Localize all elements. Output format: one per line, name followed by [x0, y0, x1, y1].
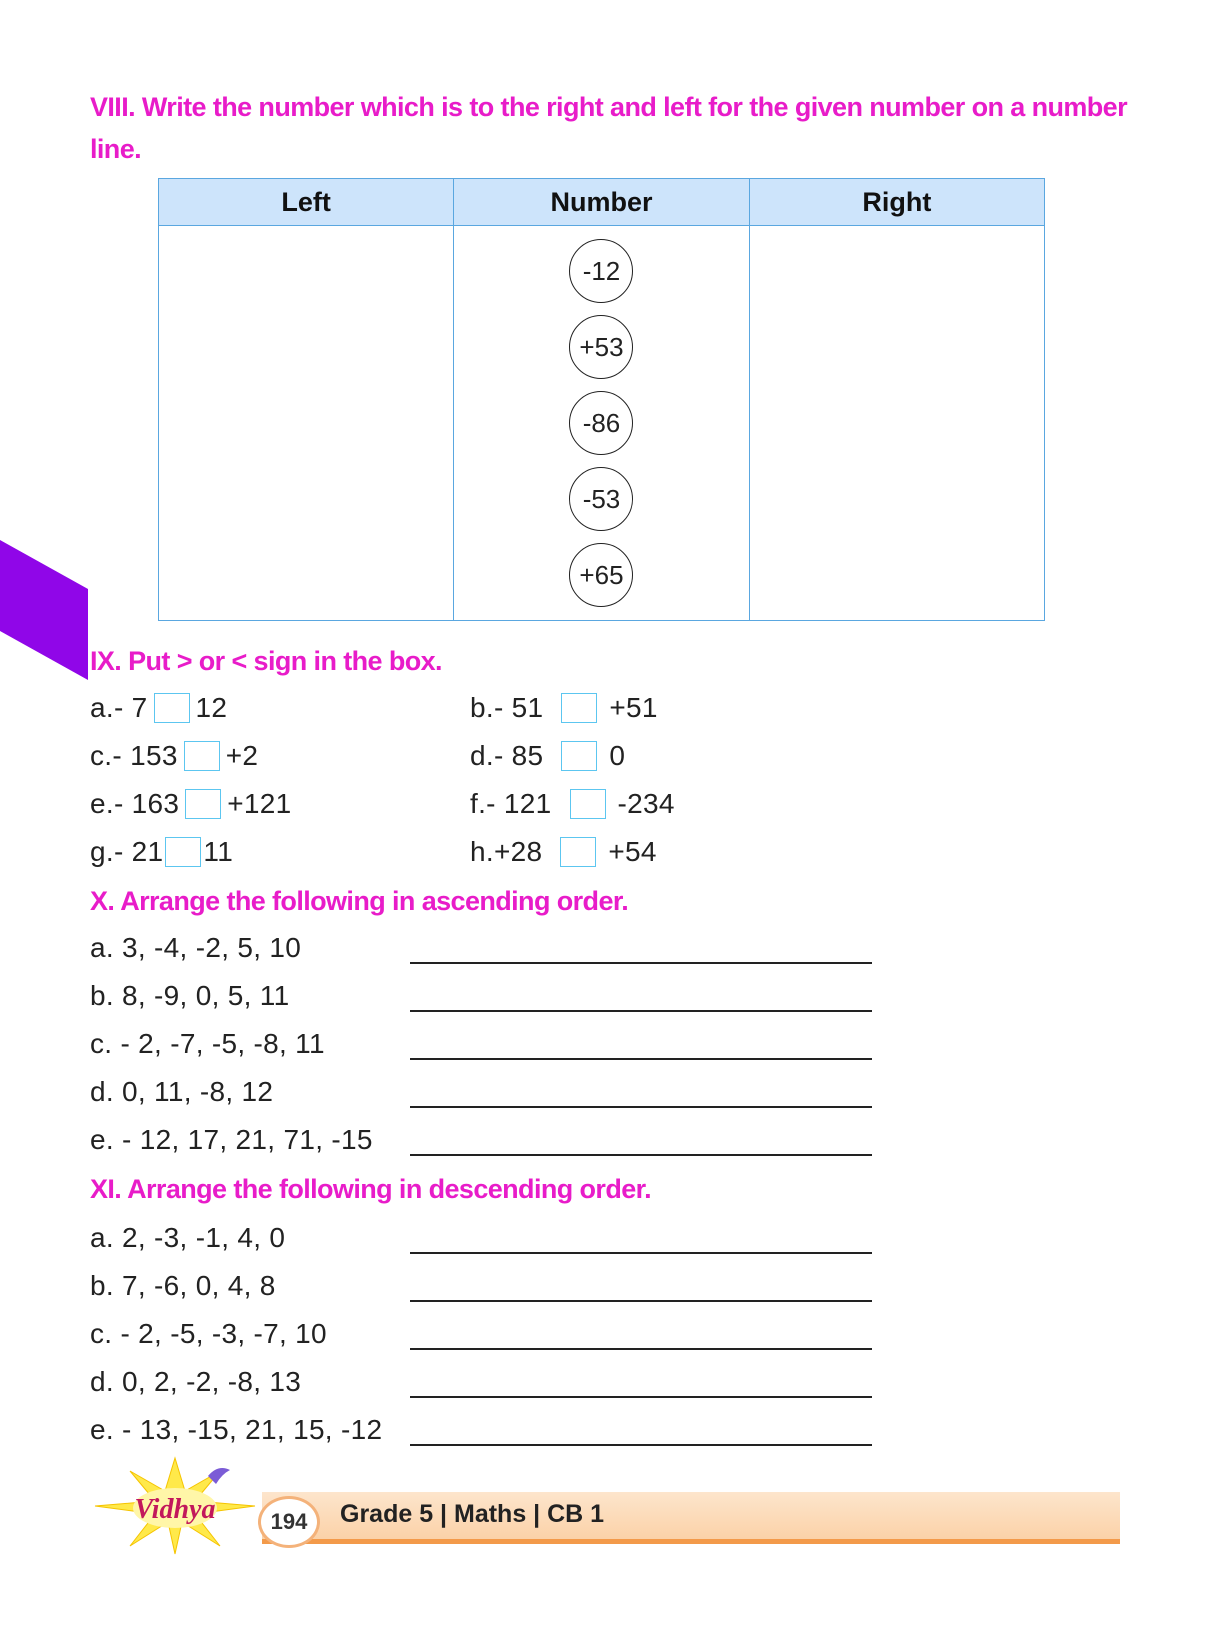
descending-item-b: b. 7, -6, 0, 4, 8	[90, 1270, 276, 1301]
ascending-item-d: d. 0, 11, -8, 12	[90, 1076, 274, 1107]
footer-title: Grade 5 | Maths | CB 1	[340, 1500, 605, 1528]
answer-line[interactable]	[410, 1348, 872, 1350]
item-label: h.	[470, 836, 494, 867]
item-label: c.	[90, 740, 113, 771]
item-label: f.	[470, 788, 487, 819]
left-answer-cell[interactable]	[159, 226, 454, 621]
descending-item-c: c. - 2, -5, -3, -7, 10	[90, 1318, 327, 1349]
sign-box[interactable]	[165, 837, 201, 867]
item-right: 11	[203, 836, 234, 867]
item-label: e.	[90, 788, 114, 819]
ascending-item-b: b. 8, -9, 0, 5, 11	[90, 980, 290, 1011]
item-left: - 153	[112, 740, 178, 771]
section8-heading: VIII. Write the number which is to the right and left for the given number on a number line.	[90, 92, 1127, 164]
number-circle: +65	[569, 543, 633, 607]
number-circle: -53	[569, 467, 633, 531]
answer-line[interactable]	[410, 1252, 872, 1254]
compare-item-c	[90, 736, 258, 776]
descending-item-e: e. - 13, -15, 21, 15, -12	[90, 1414, 383, 1445]
item-label: a.	[90, 692, 114, 723]
compare-item-h	[470, 832, 657, 872]
purple-side-tab	[0, 540, 88, 680]
descending-item-d: d. 0, 2, -2, -8, 13	[90, 1366, 302, 1397]
number-circle: +53	[569, 315, 633, 379]
number-circle: -12	[569, 239, 633, 303]
item-left: - 7	[113, 692, 148, 723]
sign-box[interactable]	[560, 837, 596, 867]
sign-box[interactable]	[561, 741, 597, 771]
item-left: - 85	[493, 740, 544, 771]
number-cell	[454, 226, 749, 621]
item-right: -234	[617, 788, 675, 819]
answer-line[interactable]	[410, 1444, 872, 1446]
compare-item-b	[470, 688, 658, 728]
sign-box[interactable]	[154, 693, 190, 723]
sign-box[interactable]	[561, 693, 597, 723]
item-right: 0	[609, 740, 626, 771]
descending-item-a: a. 2, -3, -1, 4, 0	[90, 1222, 286, 1253]
compare-item-e	[90, 784, 292, 824]
number-circle: -86	[569, 391, 633, 455]
column-left: Left	[159, 179, 454, 226]
answer-line[interactable]	[410, 962, 872, 964]
section10-heading: X. Arrange the following in ascending order.	[90, 886, 629, 916]
answer-line[interactable]	[410, 1154, 872, 1156]
compare-item-f	[470, 784, 675, 824]
answer-line[interactable]	[410, 1106, 872, 1108]
item-left: - 121	[486, 788, 552, 819]
compare-item-a	[90, 688, 227, 728]
item-label: b.	[470, 692, 494, 723]
answer-line[interactable]	[410, 1010, 872, 1012]
section11-heading: XI. Arrange the following in descending order.	[90, 1174, 651, 1204]
ascending-item-c: c. - 2, -7, -5, -8, 11	[90, 1028, 325, 1059]
compare-item-g	[90, 832, 233, 872]
answer-line[interactable]	[410, 1300, 872, 1302]
item-right: 12	[195, 692, 228, 723]
page-number: 194	[258, 1496, 320, 1548]
item-left: - 21	[113, 836, 164, 867]
item-right: +51	[609, 692, 658, 723]
column-number: Number	[454, 179, 749, 226]
sign-box[interactable]	[184, 741, 220, 771]
compare-item-d	[470, 736, 625, 776]
item-label: g.	[90, 836, 114, 867]
ascending-item-a: a. 3, -4, -2, 5, 10	[90, 932, 302, 963]
ascending-item-e: e. - 12, 17, 21, 71, -15	[90, 1124, 373, 1155]
answer-line[interactable]	[410, 1058, 872, 1060]
column-right: Right	[749, 179, 1044, 226]
item-left: +28	[493, 836, 543, 867]
vidhya-logo-icon	[90, 1456, 260, 1556]
logo-text: Vidhya	[134, 1494, 216, 1525]
sign-box[interactable]	[570, 789, 606, 819]
number-line-table	[158, 178, 1045, 621]
item-left: - 163	[113, 788, 180, 819]
right-answer-cell[interactable]	[749, 226, 1044, 621]
item-right: +54	[608, 836, 657, 867]
sign-box[interactable]	[185, 789, 221, 819]
answer-line[interactable]	[410, 1396, 872, 1398]
item-right: +121	[227, 788, 292, 819]
item-label: d.	[470, 740, 494, 771]
item-left: - 51	[493, 692, 544, 723]
section9-heading: IX. Put > or < sign in the box.	[90, 646, 442, 676]
item-right: +2	[225, 740, 259, 771]
